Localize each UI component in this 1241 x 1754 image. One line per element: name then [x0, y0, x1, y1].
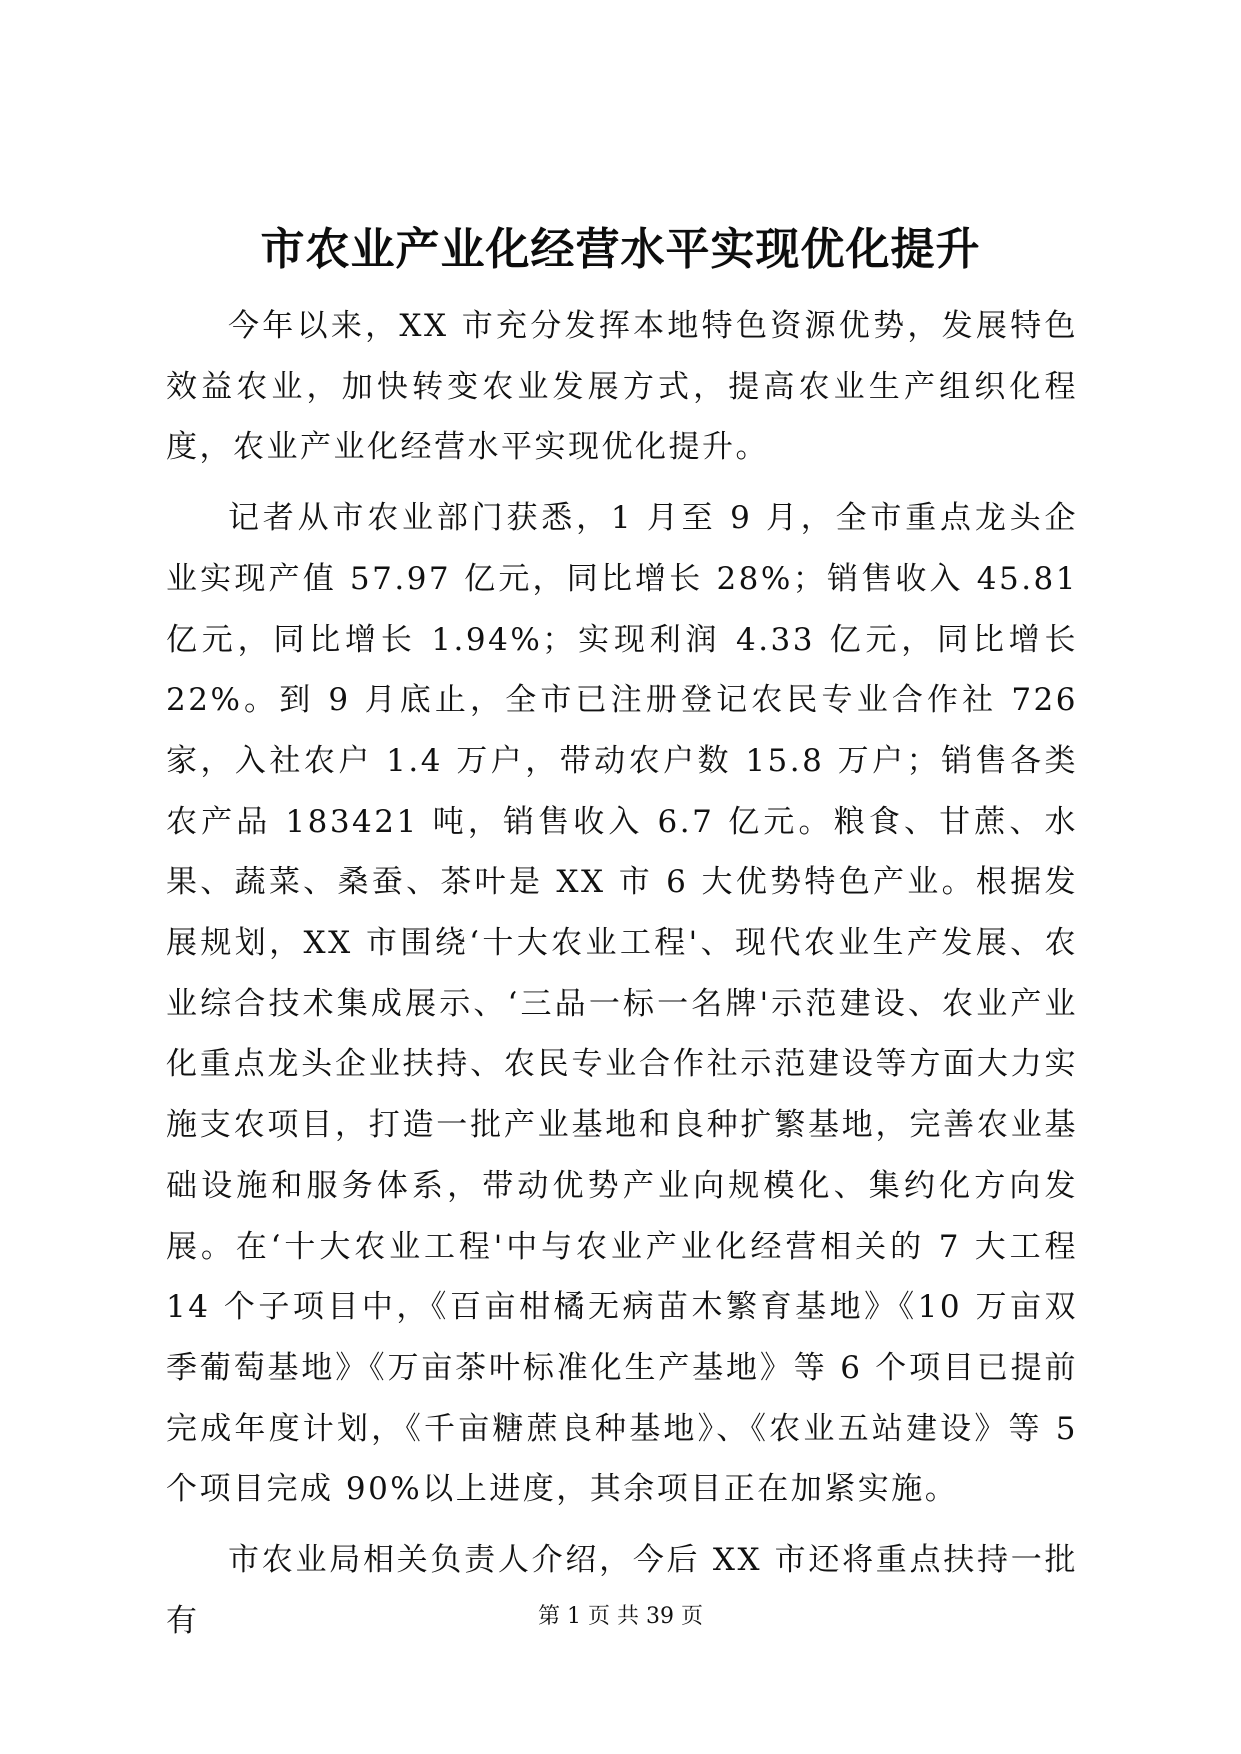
- paragraph-intro: 今年以来，XX 市充分发挥本地特色资源优势，发展特色效益农业，加快转变农业发展方式，提高农业生产组织化程度，农业产业化经营水平实现优化提升。: [166, 308, 1078, 466]
- paragraph-outlook: 市农业局相关负责人介绍，今后 XX 市还将重点扶持一批有: [166, 1542, 1078, 1639]
- page-number-footer: 第 1 页 共 39 页: [538, 1604, 703, 1629]
- document-body: [166, 296, 1078, 1651]
- paragraph-statistics: 记者从市农业部门获悉，1 月至 9 月，全市重点龙头企业实现产值 57.97 亿元，同比增长 28%；销售收入 45.81 亿元，同比增长 1.94%；实现利润 4.33 亿元，同比增长 22%。到 9 月底止，全市已注册登记农民专业合作社 726 家，入社农户 1.4 万户，带动农户数 15.8 万户；销售各类农产品 183421 吨，销售收入 6.7 亿元。粮食、甘蔗、水果、蔬菜、桑蚕、茶叶是 XX 市 6 大优势特色产业。根据发展规划，XX 市围绕‘十大农业工程'、现代农业生产发展、农业综合技术集成展示、‘三品一标一名牌'示范建设、农业产业化重点龙头企业扶持、农民专业合作社示范建设等方面大力实施支农项目，打造一批产业基地和良种扩繁基地，完善农业基础设施和服务体系，带动优势产业向规模化、集约化方向发展。在‘十大农业工程'中与农业产业化经营相关的 7 大工程 14 个子项目中，《百亩柑橘无病苗木繁育基地》《10 万亩双季葡萄基地》《万亩茶叶标准化生产基地》等 6 个项目已提前完成年度计划，《千亩糖蔗良种基地》、《农业五站建设》等 5 个项目完成 90%以上进度，其余项目正在加紧实施。: [166, 500, 1078, 1508]
- document-title: 市农业产业化经营水平实现优化提升: [260, 224, 981, 275]
